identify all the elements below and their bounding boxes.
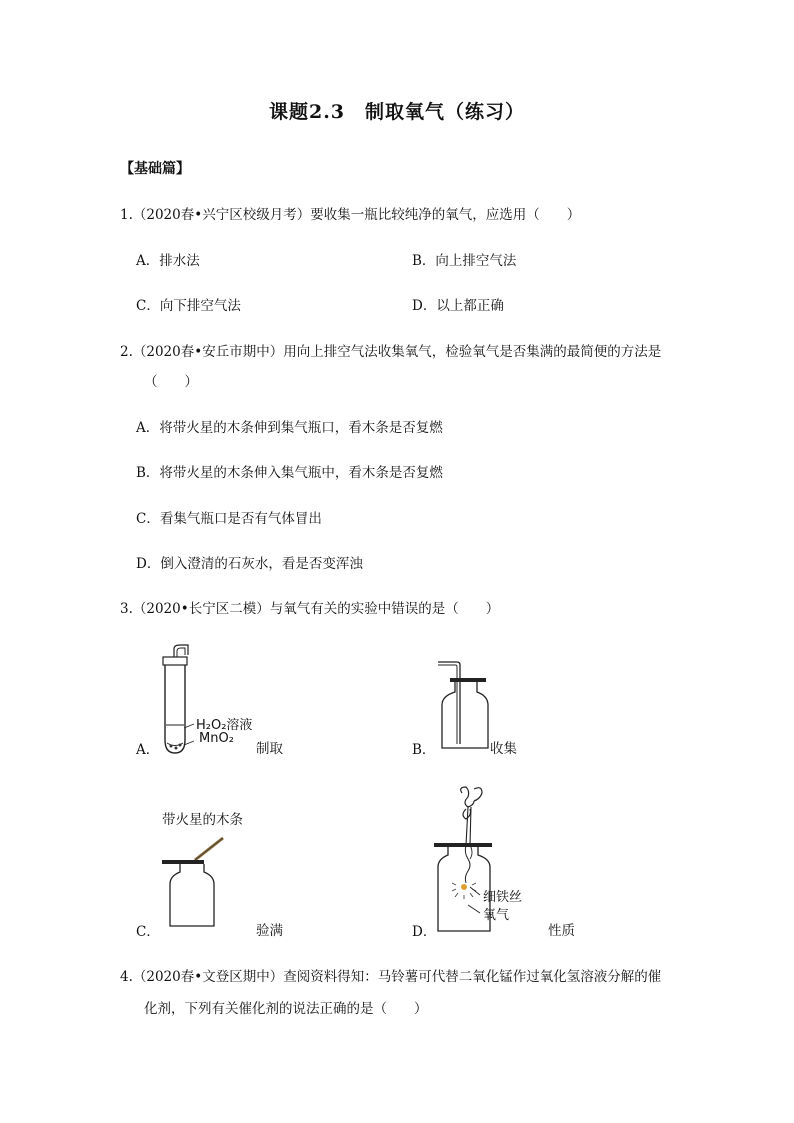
figure-c-bottle-with-splint [160,830,255,930]
question-2-option-a: A．将带火星的木条伸到集气瓶口，看木条是否复燃 [136,420,443,436]
question-4-stem-cont: 化剂，下列有关催化剂的说法正确的是（ ） [144,1001,428,1017]
figure-b-letter: B． [412,742,436,758]
figure-c-letter: C． [136,924,160,940]
figure-c-label-splint: 带火星的木条 [162,812,243,828]
figure-d-label-oxygen: 氧气 [483,908,510,923]
question-2-stem: 2.（2020春•安丘市期中）用向上排空气法收集氧气，检验氧气是否集满的最简便的方法是 [120,344,662,360]
question-1-option-c: C．向下排空气法 [136,298,241,314]
question-2-stem-cont: （ ） [144,374,198,390]
figure-a-letter: A． [136,742,160,758]
figure-d-letter: D． [412,924,437,940]
question-2-option-b: B．将带火星的木条伸入集气瓶中，看木条是否复燃 [136,465,443,481]
question-1-option-b: B．向上排空气法 [412,253,517,269]
figure-b-caption: 收集 [490,741,517,757]
figure-a-label-solution: H₂O₂溶液 [196,718,253,733]
question-4-stem: 4.（2020春•文登区期中）查阅资料得知：马铃薯可代替二氧化锰作过氧化氢溶液分解的催 [120,969,662,985]
figure-c-caption: 验满 [256,923,283,939]
section-heading: 【基础篇】 [120,161,190,177]
question-1-option-a: A．排水法 [136,253,200,269]
question-2-option-d: D．倒入澄清的石灰水，看是否变浑浊 [136,556,363,572]
figure-d-caption: 性质 [548,923,575,939]
figure-a-label-catalyst: MnO₂ [199,731,234,746]
figure-a-caption: 制取 [256,741,283,757]
page-title: 课题2.3 制取氧气（练习） [268,101,526,123]
figure-d-label-wire: 细铁丝 [483,890,523,905]
question-1-stem: 1.（2020春•兴宁区校级月考）要收集一瓶比较纯净的氧气，应选用（ ） [120,207,581,223]
question-1-option-d: D．以上都正确 [412,298,504,314]
question-3-stem: 3.（2020•长宁区二模）与氧气有关的实验中错误的是（ ） [120,601,500,617]
question-2-option-c: C．看集气瓶口是否有气体冒出 [136,511,322,527]
